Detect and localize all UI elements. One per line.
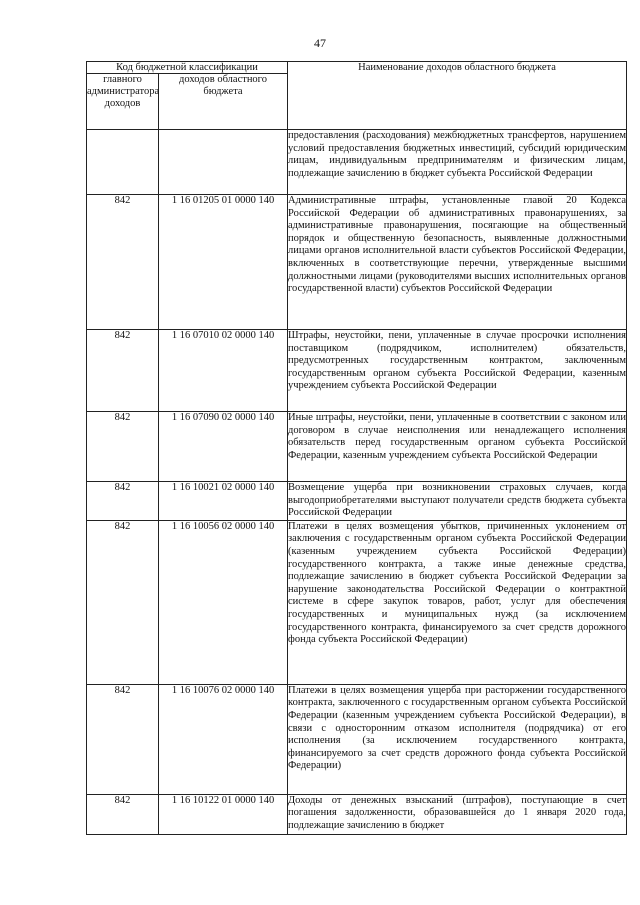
table-row xyxy=(87,130,627,195)
income-code-cell: 1 16 01205 01 0000 140 xyxy=(159,195,288,330)
income-code-cell: 1 16 10021 02 0000 140 xyxy=(159,482,288,521)
admin-code-cell: 842 xyxy=(87,482,159,521)
table-row xyxy=(87,482,627,521)
income-code-cell xyxy=(159,130,288,195)
income-name-cell: Платежи в целях возмещения ущерба при расторжении государственного контракта, заключенного с государственным органом субъекта Российской Федерации (казенным учреждением субъекта Российской Федерации), в связи с односторонним отказом исполнителя (подрядчика) от его исполнения (за исключением государственного контракта, финансируемого за счет средств дорожного фонда субъекта Российской Федерации) xyxy=(288,684,627,794)
admin-code-cell xyxy=(87,130,159,195)
table-row xyxy=(87,794,627,834)
income-code-cell: 1 16 10056 02 0000 140 xyxy=(159,520,288,684)
income-name-cell: Административные штрафы, установленные главой 20 Кодекса Российской Федерации об административных правонарушениях, за административные правонарушения, посягающие на общественный порядок и общественную безопасность, выявленные должностными лицами органов исполнительной власти субъектов Российской Федерации, включенных в соответствующие перечни, утвержденные высшими должностными лицами (руководителями высших исполнительных органов государственной власти) субъектов Российской Федерации xyxy=(288,195,627,330)
header-income-name: Наименование доходов областного бюджета xyxy=(288,62,627,130)
admin-code-cell: 842 xyxy=(87,794,159,834)
income-name-cell: Возмещение ущерба при возникновении страховых случаев, когда выгодоприобретателями выступают получатели средств бюджета субъекта Российской Федерации xyxy=(288,482,627,521)
table-row xyxy=(87,412,627,482)
income-code-cell: 1 16 10076 02 0000 140 xyxy=(159,684,288,794)
admin-code-cell: 842 xyxy=(87,195,159,330)
header-income-code: доходов областного бюджета xyxy=(159,74,288,130)
income-name-cell: предоставления (расходования) межбюджетных трансфертов, нарушением условий предоставления бюджетных инвестиций, субсидий юридическим лицам, индивидуальным предпринимателям и физическим лицам, подлежащие зачислению в бюджет субъекта Российской Федерации xyxy=(288,130,627,195)
income-name-cell: Доходы от денежных взысканий (штрафов), поступающие в счет погашения задолженности, образовавшейся до 1 января 2020 года, подлежащие зачислению в бюджет xyxy=(288,794,627,834)
income-name-cell: Платежи в целях возмещения убытков, причиненных уклонением от заключения с государственным органом субъекта Российской Федерации (казенным учреждением субъекта Российской Федерации) государственного контракта, а также иные денежные средства, подлежащие зачислению в бюджет субъекта Российской Федерации за нарушение законодательства Российской Федерации о контрактной системе в сфере закупок товаров, работ, услуг для обеспечения государственных и муниципальных нужд (за исключением государственного контракта, финансируемого за счет средств дорожного фонда субъекта Российской Федерации) xyxy=(288,520,627,684)
budget-classification-table xyxy=(86,61,627,835)
admin-code-cell: 842 xyxy=(87,684,159,794)
table-row xyxy=(87,684,627,794)
income-code-cell: 1 16 10122 01 0000 140 xyxy=(159,794,288,834)
income-code-cell: 1 16 07090 02 0000 140 xyxy=(159,412,288,482)
admin-code-cell: 842 xyxy=(87,412,159,482)
table-row xyxy=(87,195,627,330)
income-name-cell: Иные штрафы, неустойки, пени, уплаченные в соответствии с законом или договором в случае неисполнения или ненадлежащего исполнения обязательств перед государственным органом субъекта Российской Федерации, казенным учреждением субъекта Российской Федерации xyxy=(288,412,627,482)
page-number: 47 xyxy=(314,36,326,50)
header-chief-administrator: главного администратора доходов xyxy=(87,74,159,130)
header-budget-classification-code: Код бюджетной классификации xyxy=(87,62,288,74)
income-code-cell: 1 16 07010 02 0000 140 xyxy=(159,330,288,412)
table-row xyxy=(87,330,627,412)
table-row xyxy=(87,520,627,684)
admin-code-cell: 842 xyxy=(87,330,159,412)
admin-code-cell: 842 xyxy=(87,520,159,684)
income-name-cell: Штрафы, неустойки, пени, уплаченные в случае просрочки исполнения поставщиком (подрядчиком, исполнителем) обязательств, предусмотренных государственным контрактом, заключенным государственным органом субъекта Российской Федерации, казенным учреждением субъекта Российской Федерации xyxy=(288,330,627,412)
